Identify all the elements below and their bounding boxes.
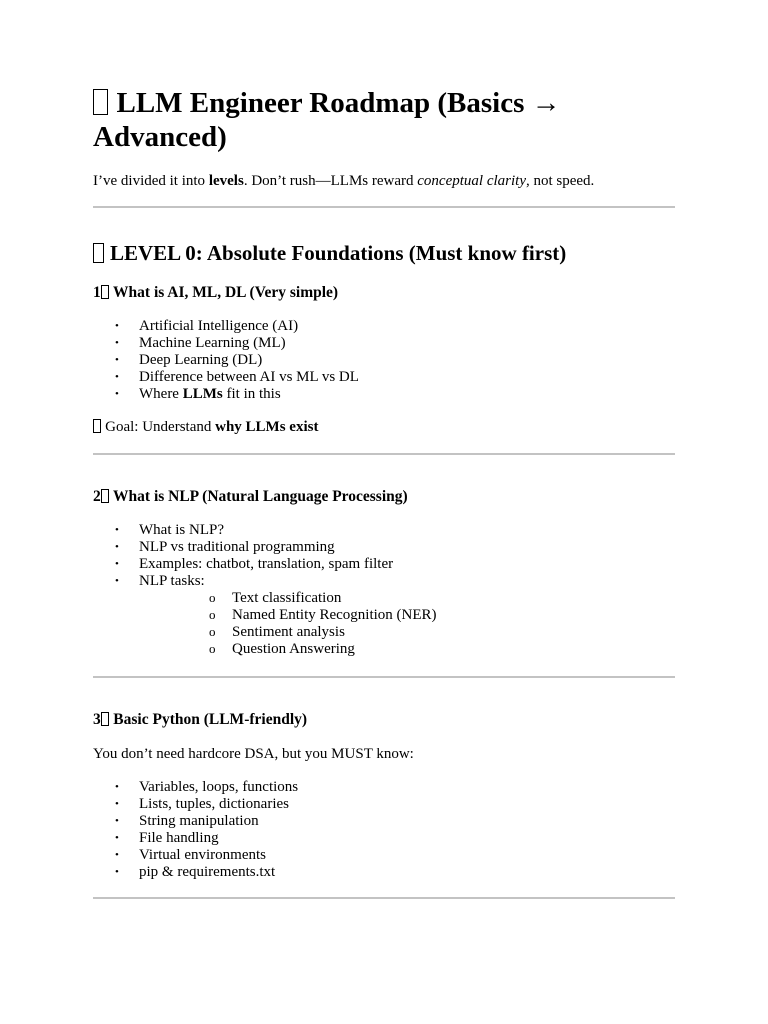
sub-list-item: o Text classification bbox=[139, 590, 437, 607]
divider bbox=[93, 453, 675, 455]
list-item: • Lists, tuples, dictionaries bbox=[93, 796, 298, 813]
sub-list-item: o Question Answering bbox=[139, 641, 437, 658]
list-item-suffix: fit in this bbox=[222, 386, 281, 402]
missing-glyph-icon bbox=[93, 243, 104, 262]
divider bbox=[93, 897, 675, 899]
list-item-text: NLP tasks: bbox=[139, 573, 205, 589]
section-1-heading-text: What is AI, ML, DL (Very simple) bbox=[113, 284, 339, 301]
section-1-goal bbox=[93, 418, 318, 436]
intro-prefix: I’ve divided it into bbox=[93, 173, 209, 189]
intro-suffix: , not speed. bbox=[525, 173, 595, 189]
page-title bbox=[93, 86, 653, 154]
list-item: • Variables, loops, functions bbox=[93, 779, 298, 796]
list-item: • Artificial Intelligence (AI) bbox=[93, 318, 359, 335]
list-item-prefix: Where bbox=[139, 386, 183, 402]
missing-glyph-icon bbox=[101, 489, 109, 503]
list-item: • NLP vs traditional programming bbox=[93, 539, 437, 556]
list-item bbox=[93, 386, 359, 403]
section-1-heading bbox=[93, 283, 338, 302]
list-item: • Virtual environments bbox=[93, 847, 298, 864]
list-item-bold: LLMs bbox=[182, 386, 223, 402]
section-1-list bbox=[93, 318, 359, 403]
intro-paragraph bbox=[93, 172, 594, 190]
list-item: • Machine Learning (ML) bbox=[93, 335, 359, 352]
section-2-heading-text: What is NLP (Natural Language Processing) bbox=[113, 488, 408, 505]
missing-glyph-icon bbox=[101, 712, 109, 726]
goal-prefix: Goal: Understand bbox=[105, 419, 216, 435]
section-3-heading-text: Basic Python (LLM-friendly) bbox=[113, 711, 308, 728]
intro-middle: . Don’t rush—LLMs reward bbox=[243, 173, 418, 189]
sub-list-item: o Sentiment analysis bbox=[139, 624, 437, 641]
intro-italic: conceptual clarity bbox=[417, 173, 526, 189]
missing-glyph-icon bbox=[93, 419, 101, 433]
list-item: • String manipulation bbox=[93, 813, 298, 830]
level-0-heading-text: LEVEL 0: Absolute Foundations (Must know first) bbox=[110, 241, 567, 265]
list-item: • File handling bbox=[93, 830, 298, 847]
missing-glyph-icon bbox=[93, 89, 108, 116]
missing-glyph-icon bbox=[101, 285, 109, 299]
intro-bold: levels bbox=[208, 173, 244, 189]
list-item: • What is NLP? bbox=[93, 522, 437, 539]
page-title-text: LLM Engineer Roadmap (Basics → Advanced) bbox=[93, 87, 561, 153]
section-3-list bbox=[93, 779, 298, 881]
section-3-heading bbox=[93, 710, 307, 729]
divider bbox=[93, 206, 675, 208]
section-3-number: 3 bbox=[93, 711, 101, 728]
sub-list-item: o Named Entity Recognition (NER) bbox=[139, 607, 437, 624]
section-3-intro: You don’t need hardcore DSA, but you MUST know: bbox=[93, 746, 414, 762]
list-item: • Examples: chatbot, translation, spam filter bbox=[93, 556, 437, 573]
divider bbox=[93, 676, 675, 678]
goal-bold: why LLMs exist bbox=[215, 419, 319, 435]
section-2-heading bbox=[93, 487, 408, 506]
section-1-number: 1 bbox=[93, 284, 101, 301]
list-item: • pip & requirements.txt bbox=[93, 864, 298, 881]
level-0-heading bbox=[93, 240, 566, 266]
section-2-list bbox=[93, 522, 437, 658]
list-item: • Difference between AI vs ML vs DL bbox=[93, 369, 359, 386]
list-item bbox=[93, 573, 437, 658]
nlp-tasks-sublist bbox=[139, 590, 437, 658]
section-2-number: 2 bbox=[93, 488, 101, 505]
list-item: • Deep Learning (DL) bbox=[93, 352, 359, 369]
